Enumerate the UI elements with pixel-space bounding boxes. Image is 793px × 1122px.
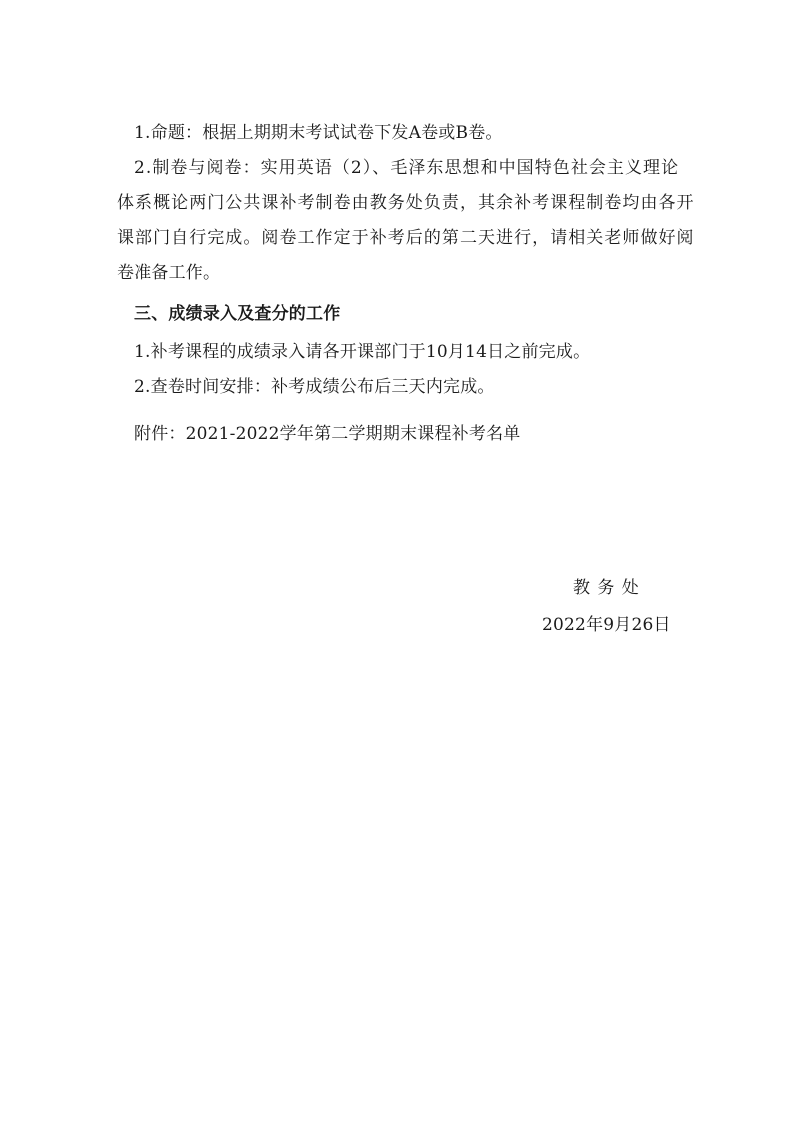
- section-3-heading: 三、成绩录入及查分的工作: [134, 304, 341, 324]
- paragraph-item-2-line-3: 课部门自行完成。阅卷工作定于补考后的第二天进行，请相关老师做好阅: [117, 228, 695, 248]
- signature-date: 2022年9月26日: [542, 615, 671, 635]
- paragraph-item-2-line-4: 卷准备工作。: [117, 263, 221, 283]
- paragraph-item-2-line-1: 2.制卷与阅卷：实用英语（2）、毛泽东思想和中国特色社会主义理论: [134, 158, 680, 178]
- attachment-note: 附件：2021-2022学年第二学期期末课程补考名单: [134, 424, 521, 444]
- section-3-item-2: 2.查卷时间安排：补考成绩公布后三天内完成。: [134, 377, 495, 397]
- paragraph-item-1-proposition: 1.命题：根据上期期末考试试卷下发A卷或B卷。: [134, 123, 503, 143]
- section-3-item-1: 1.补考课程的成绩录入请各开课部门于10月14日之前完成。: [134, 342, 591, 362]
- paragraph-item-2-line-2: 体系概论两门公共课补考制卷由教务处负责，其余补考课程制卷均由各开: [117, 193, 695, 213]
- signature-office: 教 务 处: [573, 578, 640, 598]
